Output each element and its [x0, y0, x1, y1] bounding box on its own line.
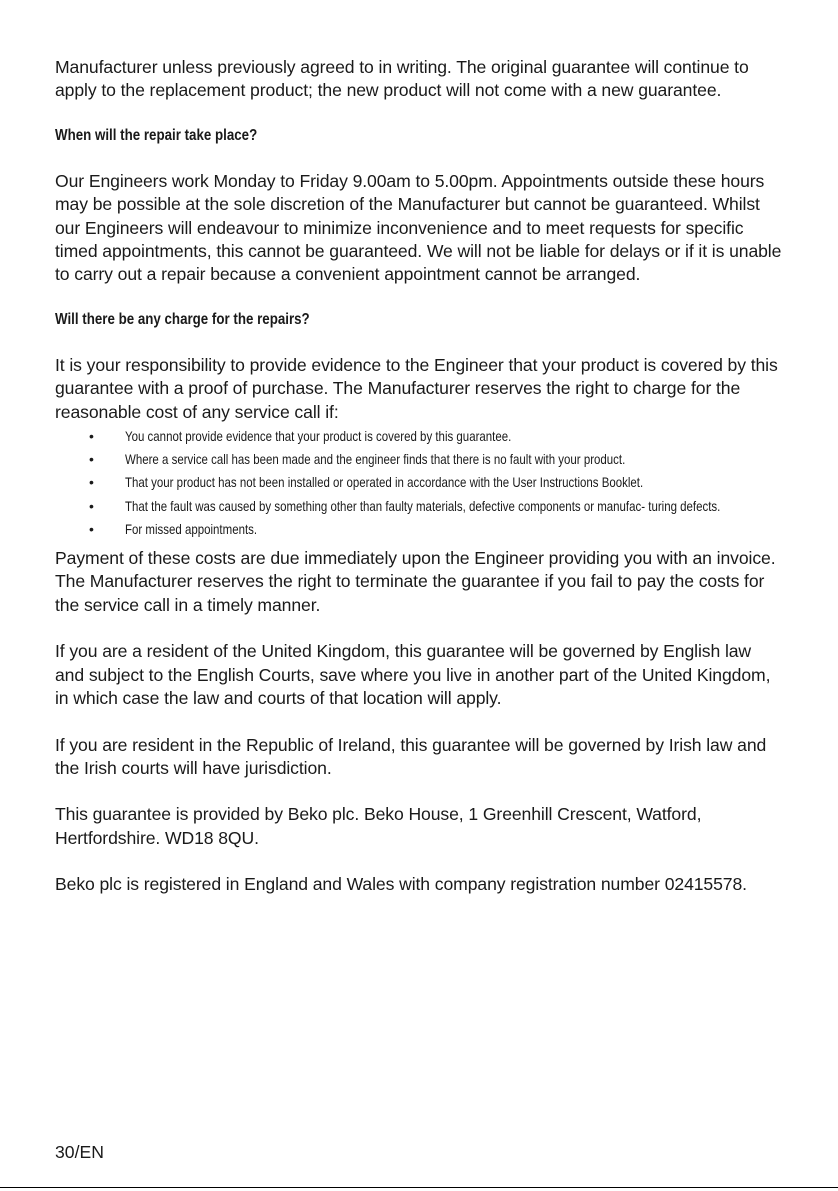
paragraph-payment-terms: Payment of these costs are due immediately upon the Engineer providing you with an invoice. The Manufacturer reserves the right to terminate the guarantee if you fail to pay the costs for the service call in a timely manner. [55, 548, 776, 615]
paragraph-ireland-law: If you are resident in the Republic of Ireland, this guarantee will be governed by Irish law and the Irish courts will have jurisdiction. [55, 734, 767, 778]
heading-repair-timing: When will the repair take place? [55, 126, 258, 144]
document-body [55, 56, 783, 897]
list-item: • You cannot provide evidence that your product is covered by this guarantee. [55, 425, 783, 448]
bullet-icon: • [89, 474, 94, 491]
heading-repair-charges: Will there be any charge for the repairs? [55, 310, 310, 328]
paragraph-provider-address: This guarantee is provided by Beko plc. Beko House, 1 Greenhill Crescent, Watford, Hertfordshire. WD18 8QU. [55, 804, 702, 848]
bullet-icon: • [89, 451, 94, 468]
list-item: • That your product has not been installed or operated in accordance with the User Instructions Booklet. [55, 471, 783, 494]
paragraph-proof-of-purchase: It is your responsibility to provide evidence to the Engineer that your product is covered by this guarantee with a proof of purchase. The Manufacturer reserves the right to charge for the reasonable cost of any service call if: [55, 354, 778, 422]
bullet-icon: • [89, 520, 94, 537]
list-item: • That the fault was caused by something other than faulty materials, defective components or manufac- turing defects. [55, 495, 783, 518]
bullet-icon: • [89, 497, 94, 514]
bottom-divider [0, 1187, 838, 1188]
paragraph-uk-law: If you are a resident of the United Kingdom, this guarantee will be governed by English law and subject to the English Courts, save where you live in another part of the United Kingdom, in which case the law and courts of that location will apply. [55, 641, 771, 709]
paragraph-engineer-hours: Our Engineers work Monday to Friday 9.00am to 5.00pm. Appointments outside these hours may be possible at the sole discretion of the Manufacturer but cannot be guaranteed. Whilst our Engineers will endeavour to minimize inconvenience and to meet requests for specific timed appointments, this cannot be guaranteed. We will not be liable for delays or if it is unable to carry out a repair because a convenient appointment cannot be arranged. [55, 170, 782, 285]
charge-conditions-list [55, 425, 783, 541]
list-item: • Where a service call has been made and the engineer finds that there is no fault with your product. [55, 448, 783, 471]
list-item: • For missed appointments. [55, 518, 783, 541]
page-number: 30/EN [55, 1142, 104, 1162]
paragraph-company-registration: Beko plc is registered in England and Wales with company registration number 02415578. [55, 874, 747, 895]
bullet-icon: • [89, 428, 94, 445]
paragraph-replacement-guarantee: Manufacturer unless previously agreed to in writing. The original guarantee will continue to apply to the replacement product; the new product will not come with a new guarantee. [55, 57, 749, 101]
